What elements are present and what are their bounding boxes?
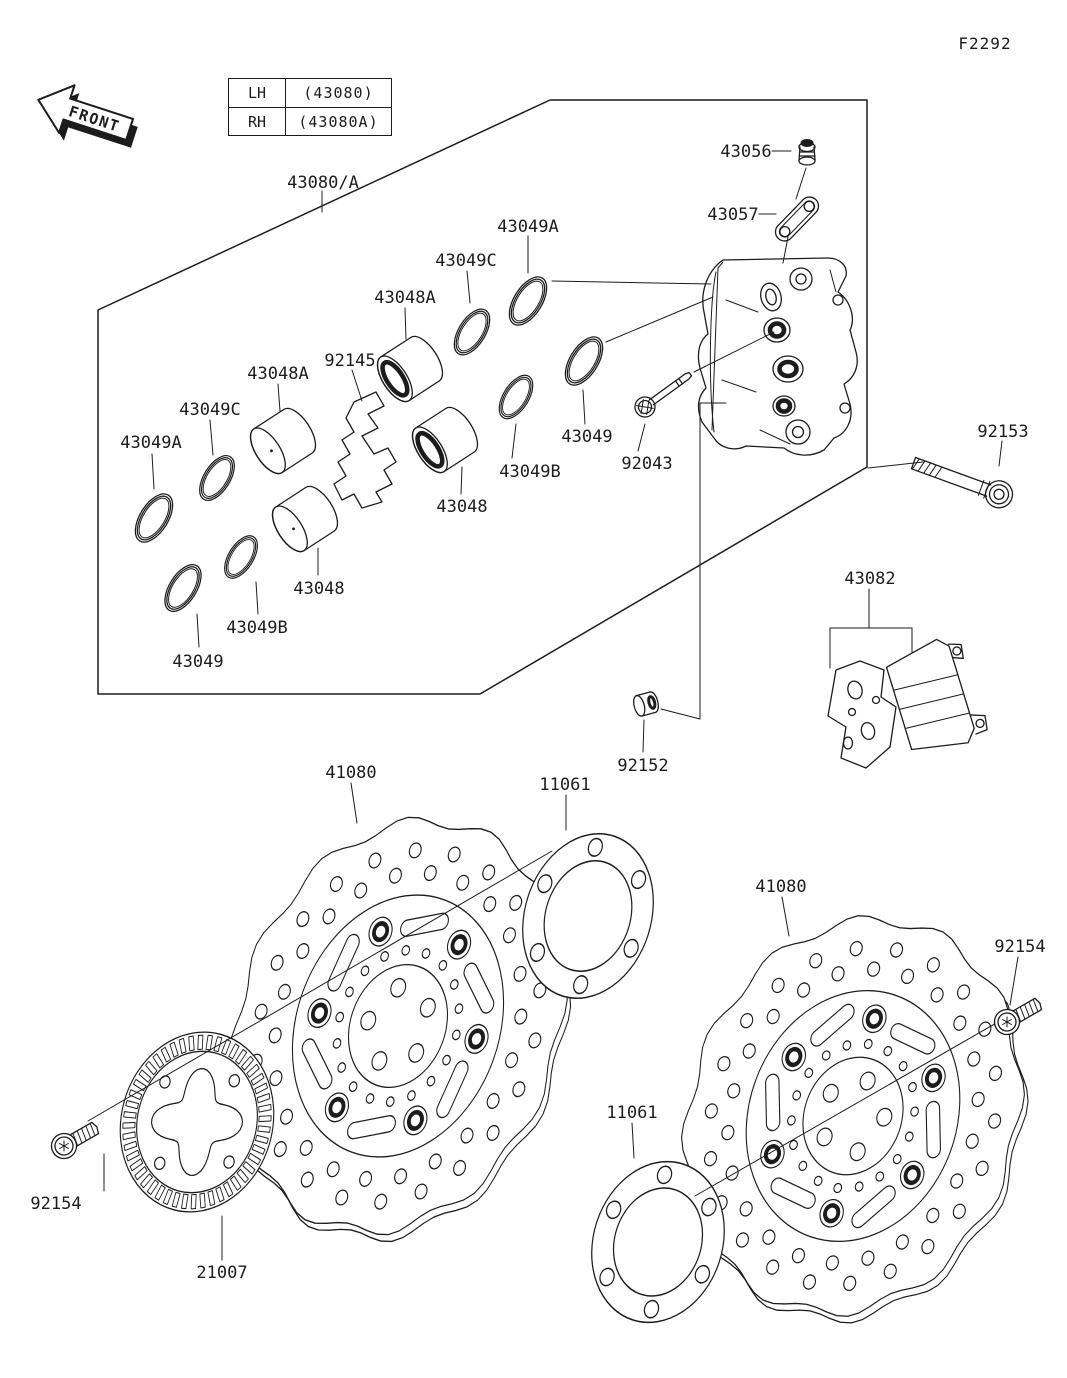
- pad-pin-bolt: [631, 366, 696, 421]
- front-arrow-icon: [29, 76, 144, 161]
- bleed-valve: [799, 139, 815, 165]
- part-label: 43049B: [226, 618, 288, 638]
- brake-caliper: [698, 258, 857, 455]
- variant-code: (43080A): [298, 112, 379, 131]
- piston-seal: [502, 271, 554, 332]
- caliper-link-plate: [772, 193, 822, 244]
- pad-spring-clip: [334, 392, 396, 508]
- front-label: FRONT: [66, 102, 123, 136]
- part-label: 41080: [325, 763, 377, 783]
- caliper-piston: [244, 403, 323, 479]
- piston-seal: [128, 488, 180, 549]
- part-label: 43048: [436, 497, 488, 517]
- part-label: 43080/A: [287, 173, 359, 193]
- part-label: 92043: [621, 454, 673, 474]
- mount-collar: [632, 691, 661, 717]
- part-label: 92154: [30, 1194, 82, 1214]
- piston-seal: [558, 331, 610, 392]
- piston-seal: [218, 530, 264, 583]
- part-label: 21007: [196, 1263, 248, 1283]
- part-label: 43057: [707, 205, 759, 225]
- part-label: 43049B: [499, 462, 561, 482]
- part-label: 41080: [755, 877, 807, 897]
- variant-code: (43080): [303, 84, 374, 102]
- part-label: 43049A: [120, 433, 182, 453]
- figure-code: F2292: [958, 34, 1012, 53]
- part-label: 43049C: [435, 251, 497, 271]
- part-label: 43049: [561, 427, 613, 447]
- part-label: 43082: [844, 569, 896, 589]
- brake-pads: [828, 632, 991, 768]
- piston-seal: [193, 450, 242, 506]
- part-label: 43049A: [497, 217, 559, 237]
- part-label: 92154: [994, 937, 1046, 957]
- part-label: 43048: [293, 579, 345, 599]
- variant-side: LH: [229, 79, 286, 107]
- part-label: 43048A: [247, 364, 309, 384]
- piston-seals: [128, 271, 613, 618]
- disc-screw-left: [47, 1116, 103, 1163]
- part-label: 43048A: [374, 288, 436, 308]
- part-label: 92153: [977, 422, 1029, 442]
- kit-boundary-box: [98, 100, 867, 694]
- brake-disc-left: [172, 770, 628, 1289]
- caliper-piston-open: [406, 402, 485, 478]
- part-label: 11061: [539, 775, 591, 795]
- part-label: 92145: [324, 351, 376, 371]
- part-label: 43049: [172, 652, 224, 672]
- piston-seal: [447, 303, 497, 361]
- part-label: 43056: [720, 142, 772, 162]
- piston-seal: [158, 559, 209, 618]
- caliper-piston-open: [371, 331, 450, 407]
- part-label: 43049C: [179, 400, 241, 420]
- piston-seal: [492, 370, 539, 425]
- part-label: 92152: [617, 756, 669, 776]
- caliper-piston: [266, 481, 345, 557]
- variant-side: RH: [229, 108, 286, 135]
- part-label: 11061: [606, 1103, 658, 1123]
